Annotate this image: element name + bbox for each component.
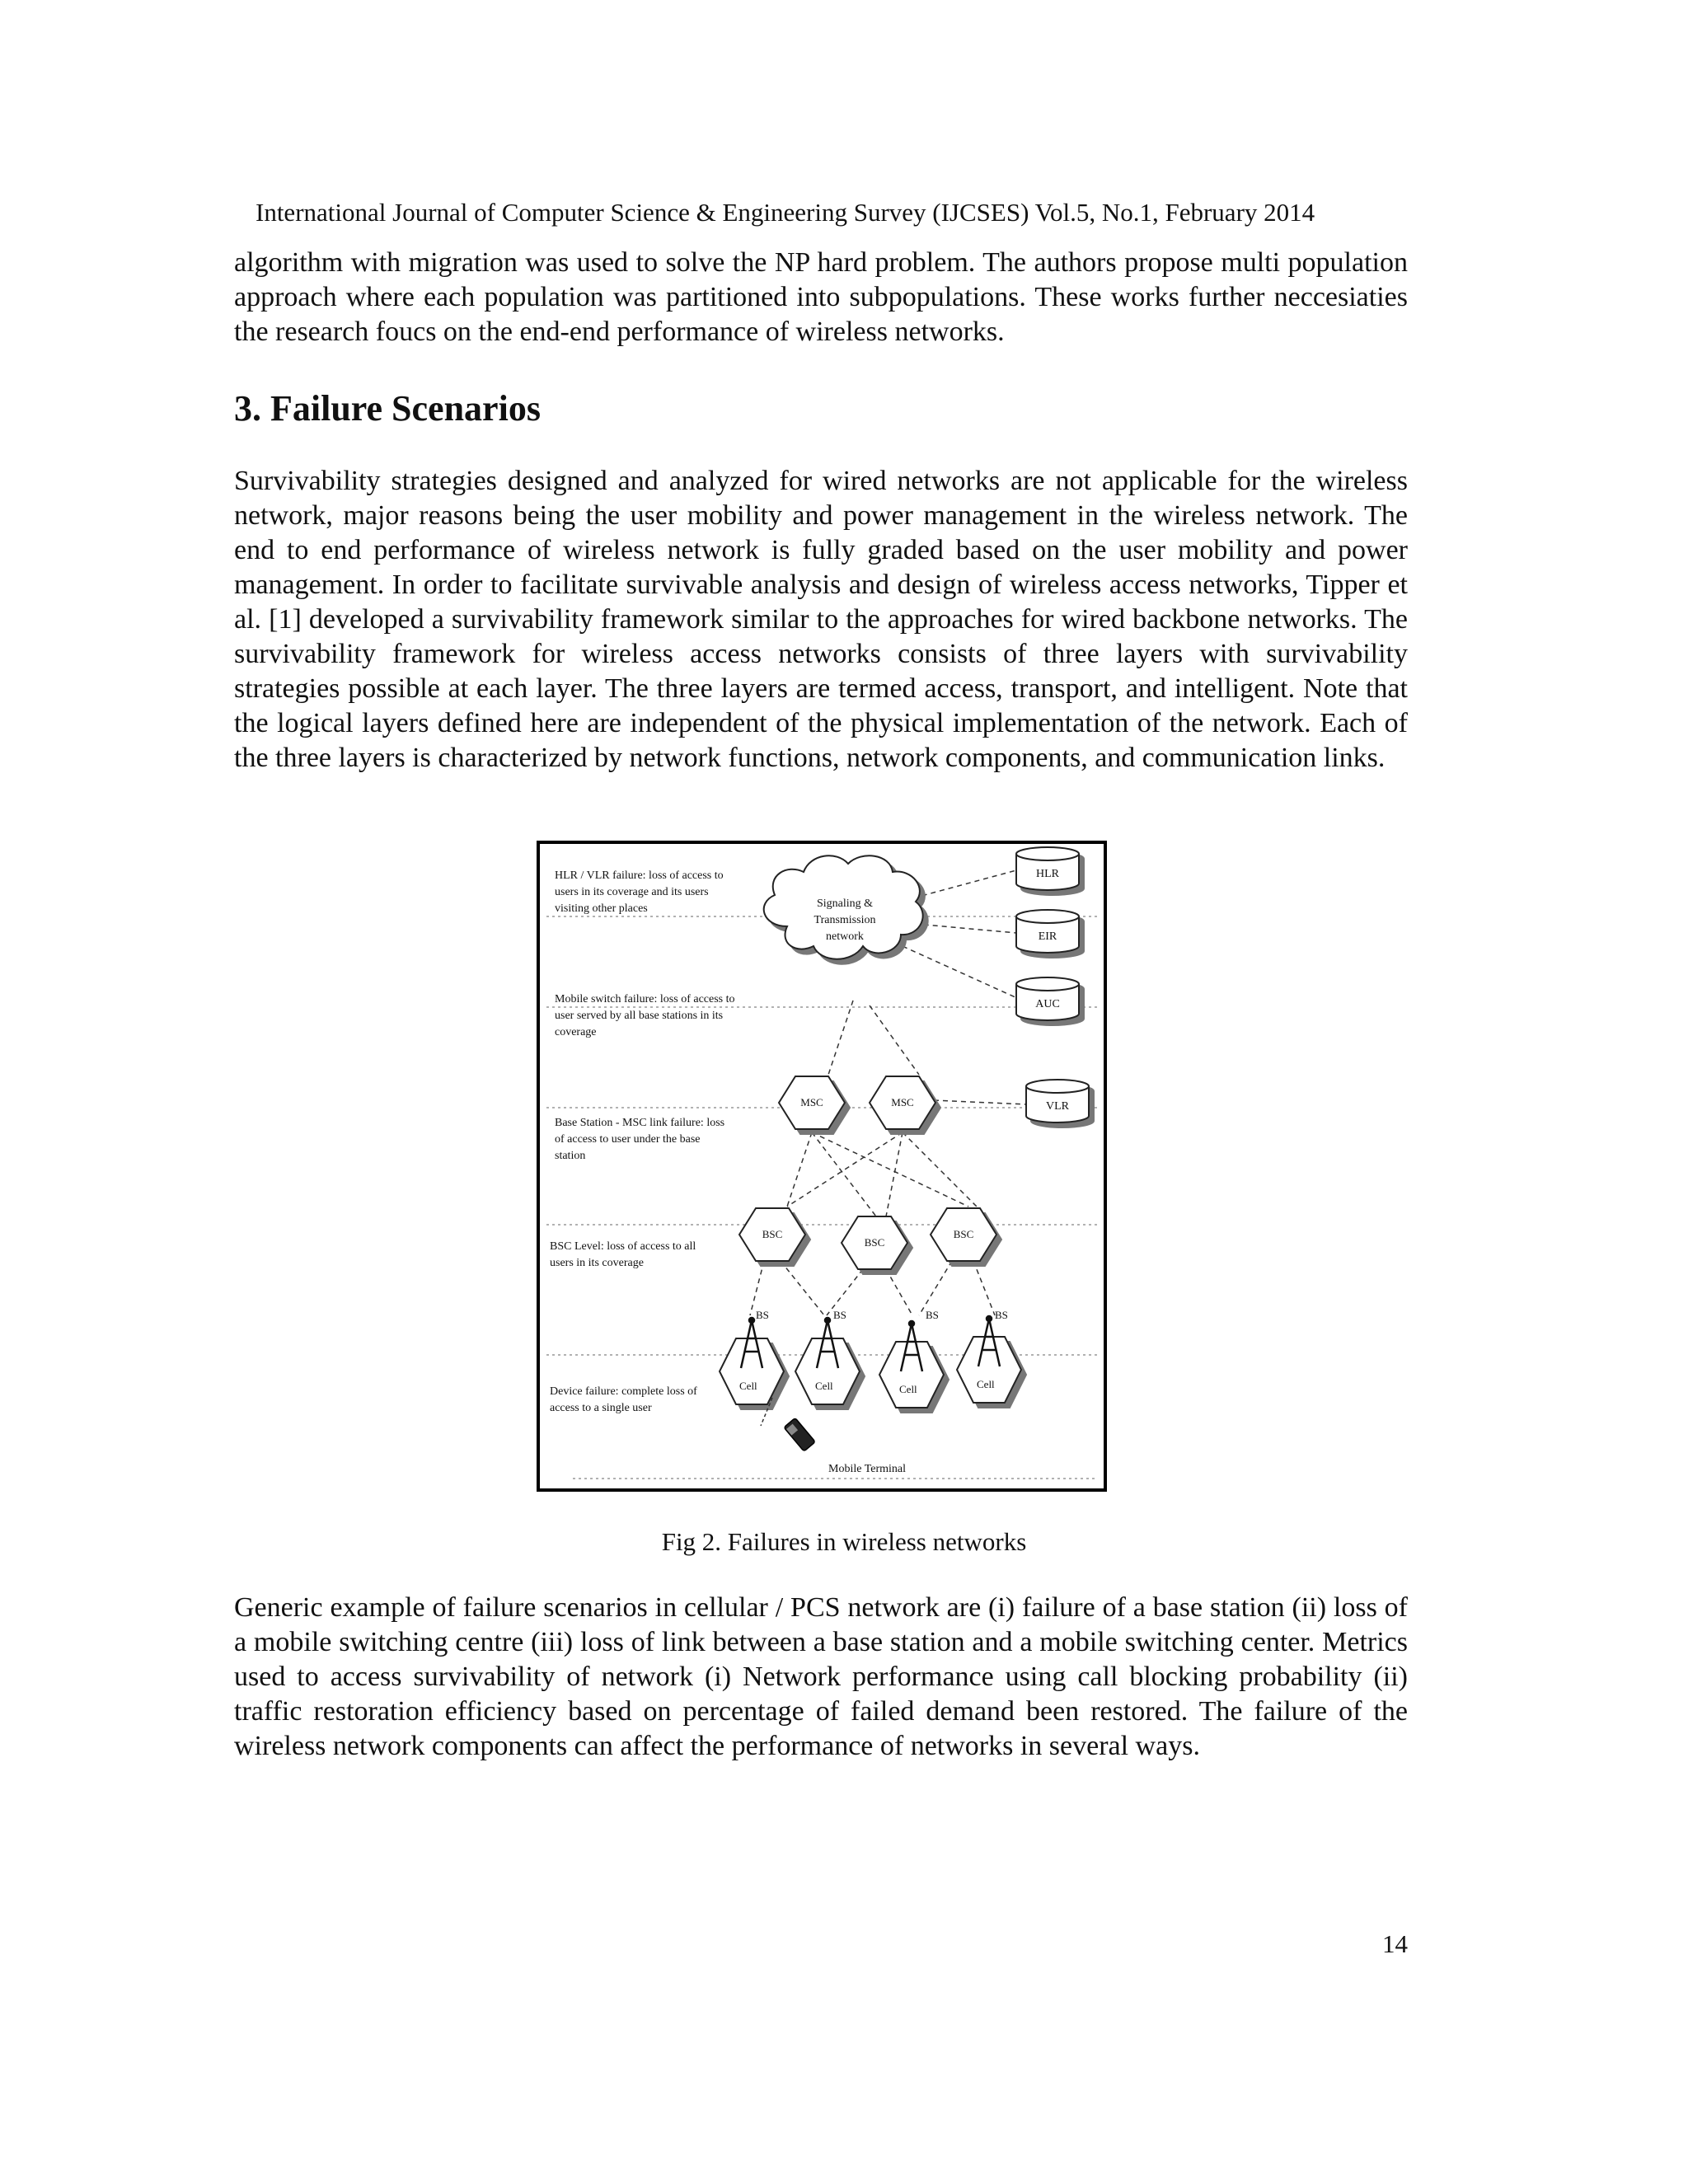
note-msc-l2: user served by all base stations in its [555,1010,724,1022]
database-hlr-label: HLR [1036,868,1059,880]
note-bsc-l1: BSC Level: loss of access to all [550,1240,696,1253]
database-auc-label: AUC [1035,998,1060,1010]
note-hlr-vlr-l3: visiting other places [555,902,648,915]
figure-caption: Fig 2. Failures in wireless networks [661,1527,1027,1556]
figure-diagram [540,844,1104,1488]
bsc-node-3-label: BSC [953,1228,974,1240]
mobile-terminal-label: Mobile Terminal [828,1463,907,1475]
bs-1-label: BS [756,1309,769,1321]
body-paragraph-1: algorithm with migration was used to solve the NP hard problem. The authors propose multi population approach where each population was partitioned into subpopulations. These works further neccesiaties the research foucs on the end-end performance of wireless networks. [234,247,1408,347]
note-device-l2: access to a single user [550,1402,652,1414]
note-bs-msc-l1: Base Station - MSC link failure: loss [555,1117,725,1129]
cloud-label-line2: Transmission [814,914,876,926]
msc-node-1-label: MSC [800,1096,823,1108]
section-heading: 3. Failure Scenarios [234,388,541,429]
cell-3 [879,1309,944,1408]
cell-4-label: Cell [977,1378,995,1390]
note-hlr-vlr-l2: users in its coverage and its users [555,886,709,898]
page-number: 14 [1382,1929,1408,1958]
note-bs-msc-l2: of access to user under the base [555,1133,701,1146]
database-eir-label: EIR [1038,930,1057,943]
body-paragraph-3: Generic example of failure scenarios in cellular / PCS network are (i) failure of a base station (ii) loss of a mobile switching centre (iii) loss of link between a base station and a mobile switching center. Metrics used to access survivability of network (i) Network performance using call blocking probability (ii) traffic restoration efficiency based on percentage of failed demand been restored. The failure of the wireless network components can affect the performance of networks in several ways. [234,1592,1408,1761]
bs-3-label: BS [926,1309,939,1321]
cell-3-label: Cell [899,1383,917,1395]
bsc-node-2-label: BSC [864,1236,885,1249]
note-msc-l3: coverage [555,1026,597,1038]
bsc-node-1-label: BSC [762,1228,783,1240]
cloud-label-line3: network [826,930,864,943]
bs-4-label: BS [995,1309,1008,1321]
cell-1-label: Cell [739,1380,757,1392]
running-header: International Journal of Computer Science & Engineering Survey (IJCSES) Vol.5, No.1, February 2014 [256,198,1315,227]
cell-4 [957,1309,1021,1403]
msc-node-2-label: MSC [891,1096,914,1108]
body-paragraph-2: Survivability strategies designed and analyzed for wired networks are not applicable for the wireless network, major reasons being the user mobility and power management in the wireless network. The end to end performance of wireless network is fully graded based on the user mobility and power management. In order to facilitate survivable analysis and design of wireless access networks, Tipper et al. [1] developed a survivability framework similar to the approaches for wired backbone networks. The survivability framework for wireless access networks consists of three layers with survivability strategies possible at each layer. The three layers are termed access, transport, and intelligent. Note that the logical layers defined here are independent of the physical implementation of the network. Each of the three layers is characterized by network functions, network components, and communication links. [234,466,1408,773]
failure-notes [550,869,735,1414]
note-bs-msc-l3: station [555,1150,586,1162]
note-hlr-vlr-l1: HLR / VLR failure: loss of access to [555,869,724,882]
cloud-label-line1: Signaling & [816,898,874,910]
figure-wireless-failures [537,841,1107,1492]
note-msc-l1: Mobile switch failure: loss of access to [555,993,735,1005]
cell-1 [720,1309,784,1404]
mobile-phone-icon [761,1398,815,1451]
note-bsc-l2: users in its coverage [550,1257,644,1269]
bs-2-label: BS [833,1309,846,1321]
database-vlr-label: VLR [1046,1100,1069,1113]
cell-2 [795,1309,860,1404]
note-device-l1: Device failure: complete loss of [550,1385,697,1398]
cell-2-label: Cell [815,1380,833,1392]
